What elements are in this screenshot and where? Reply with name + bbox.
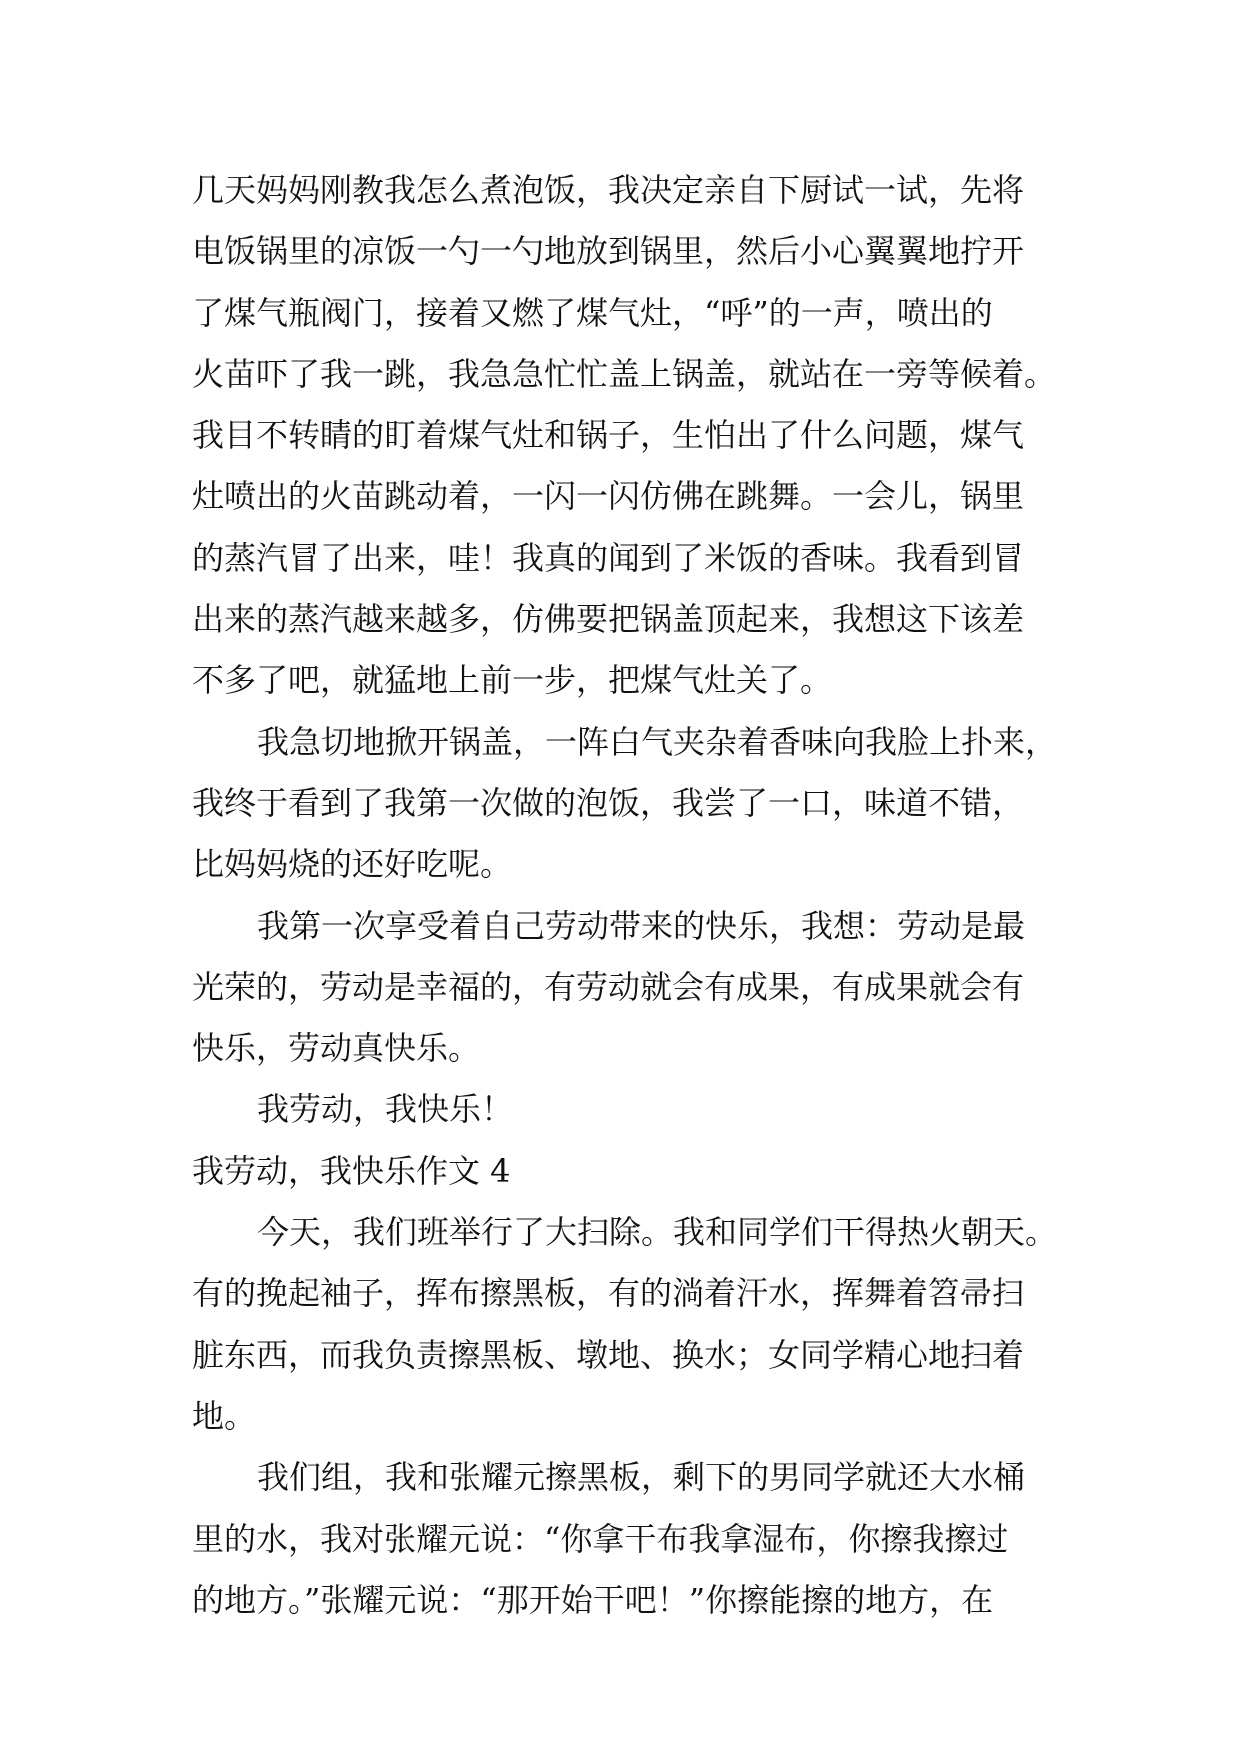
text-line: 电饭锅里的凉饭一勺一勺地放到锅里，然后小心翼翼地拧开 xyxy=(192,232,1025,271)
text-line: 灶喷出的火苗跳动着，一闪一闪仿佛在跳舞。一会儿，锅里 xyxy=(192,477,1025,516)
section-heading: 我劳动，我快乐作文 4 xyxy=(192,1151,511,1190)
text-line: 里的水，我对张耀元说：“你拿干布我拿湿布，你擦我擦过 xyxy=(192,1519,1009,1558)
text-line: 比妈妈烧的还好吃呢。 xyxy=(192,845,513,884)
text-line: 的蒸汽冒了出来，哇！我真的闻到了米饭的香味。我看到冒 xyxy=(192,538,1025,577)
paragraph-start-line: 我们组，我和张耀元擦黑板，剩下的男同学就还大水桶 xyxy=(257,1458,1026,1497)
paragraph-start-line: 我第一次享受着自己劳动带来的快乐，我想：劳动是最 xyxy=(257,906,1026,945)
paragraph-start-line: 我急切地掀开锅盖，一阵白气夹杂着香味向我脸上扑来， xyxy=(257,722,1058,761)
text-line: 我目不转睛的盯着煤气灶和锅子，生怕出了什么问题，煤气 xyxy=(192,416,1025,455)
text-line: 几天妈妈刚教我怎么煮泡饭，我决定亲自下厨试一试，先将 xyxy=(192,171,1025,209)
text-line: 的地方。”张耀元说：“那开始干吧！”你擦能擦的地方，在 xyxy=(192,1580,994,1619)
text-line: 光荣的，劳动是幸福的，有劳动就会有成果，有成果就会有 xyxy=(192,967,1025,1006)
text-line: 了煤气瓶阀门，接着又燃了煤气灶，“呼”的一声，喷出的 xyxy=(192,293,993,332)
paragraph-start-line: 今天，我们班举行了大扫除。我和同学们干得热火朝天。 xyxy=(257,1213,1058,1252)
text-line: 不多了吧，就猛地上前一步，把煤气灶关了。 xyxy=(192,661,833,700)
text-line: 快乐，劳动真快乐。 xyxy=(192,1029,481,1068)
text-line: 我终于看到了我第一次做的泡饭，我尝了一口，味道不错， xyxy=(192,783,1025,822)
text-line: 地。 xyxy=(192,1396,257,1435)
paragraph-start-line: 我劳动，我快乐！ xyxy=(257,1090,514,1129)
document-body xyxy=(192,160,1072,1631)
text-line: 火苗吓了我一跳，我急急忙忙盖上锅盖，就站在一旁等候着。 xyxy=(192,354,1057,393)
text-line: 出来的蒸汽越来越多，仿佛要把锅盖顶起来，我想这下该差 xyxy=(192,600,1025,639)
text-line: 脏东西，而我负责擦黑板、墩地、换水；女同学精心地扫着 xyxy=(192,1335,1025,1374)
text-line: 有的挽起袖子，挥布擦黑板，有的淌着汗水，挥舞着笤帚扫 xyxy=(192,1274,1025,1313)
